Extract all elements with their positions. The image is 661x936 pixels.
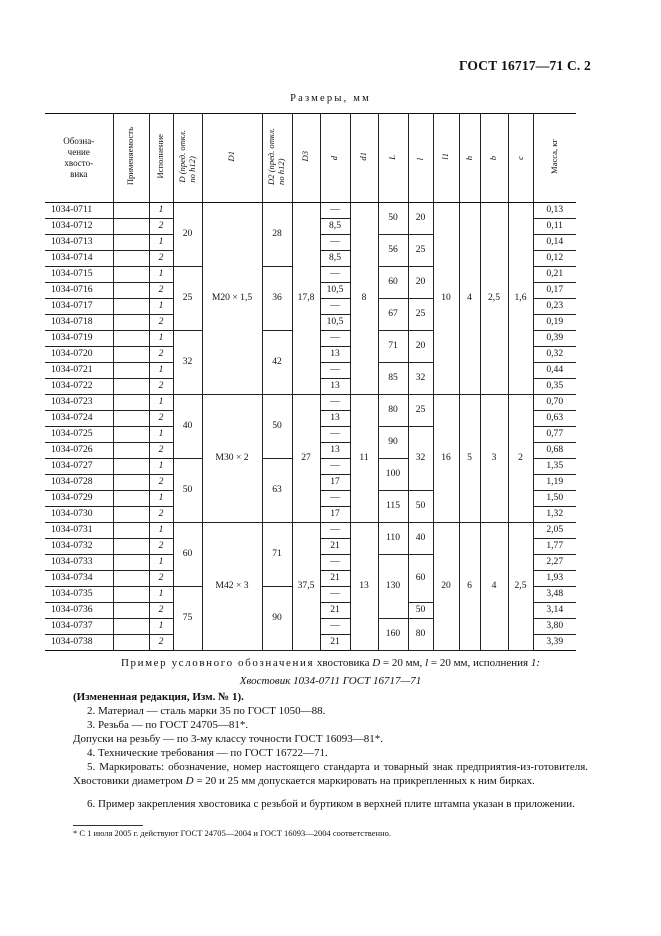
table-row: [45, 203, 576, 219]
cell-app: [113, 475, 149, 491]
cell-id: 1034-0712: [45, 219, 113, 235]
cell-D: 32: [173, 331, 202, 395]
cell-D: 60: [173, 523, 202, 587]
cell-app: [113, 379, 149, 395]
cell-mass: 3,39: [533, 635, 576, 651]
cell-isp: 2: [149, 347, 173, 363]
cell-l: 50: [408, 491, 433, 523]
cell-mass: 3,48: [533, 587, 576, 603]
cell-isp: 1: [149, 235, 173, 251]
cell-d: 21: [320, 603, 350, 619]
cell-app: [113, 267, 149, 283]
cell-d: 21: [320, 571, 350, 587]
cell-id: 1034-0732: [45, 539, 113, 555]
note-requirements: 4. Технические требования — по ГОСТ 16722—71.: [87, 747, 328, 759]
page-header: ГОСТ 16717—71 С. 2: [458, 58, 591, 73]
cell-h: 4: [459, 203, 480, 395]
cell-d: —: [320, 555, 350, 571]
cell-d: —: [320, 523, 350, 539]
cell-l: 25: [408, 235, 433, 267]
cell-isp: 2: [149, 219, 173, 235]
cell-isp: 2: [149, 539, 173, 555]
cell-d: 8,5: [320, 219, 350, 235]
cell-D2: 50: [262, 395, 292, 459]
cell-app: [113, 395, 149, 411]
amendment-note: (Измененная редакция, Изм. № 1).: [73, 691, 244, 703]
note-example-mount: 6. Пример закрепления хвостовика с резьбой и буртиком в верхней плите штампа указан в приложении.: [87, 798, 575, 810]
cell-mass: 0,32: [533, 347, 576, 363]
cell-d: —: [320, 459, 350, 475]
cell-mass: 0,13: [533, 203, 576, 219]
cell-l: 40: [408, 523, 433, 555]
cell-L: 130: [378, 555, 408, 619]
col-version: Исполнение: [149, 114, 173, 203]
col-d: d: [320, 114, 350, 203]
cell-isp: 1: [149, 587, 173, 603]
cell-app: [113, 331, 149, 347]
cell-L: 60: [378, 267, 408, 299]
cell-mass: 0,35: [533, 379, 576, 395]
cell-D1: M20 × 1,5: [202, 203, 262, 395]
cell-mass: 0,12: [533, 251, 576, 267]
cell-L: 115: [378, 491, 408, 523]
cell-app: [113, 587, 149, 603]
cell-isp: 2: [149, 571, 173, 587]
cell-mass: 3,80: [533, 619, 576, 635]
table-body: [45, 203, 576, 651]
cell-mass: 0,68: [533, 443, 576, 459]
cell-id: 1034-0731: [45, 523, 113, 539]
cell-L: 100: [378, 459, 408, 491]
cell-isp: 1: [149, 491, 173, 507]
cell-d: —: [320, 299, 350, 315]
cell-id: 1034-0738: [45, 635, 113, 651]
cell-l: 32: [408, 363, 433, 395]
cell-b: 3: [480, 395, 508, 523]
cell-L: 160: [378, 619, 408, 651]
cell-L: 90: [378, 427, 408, 459]
cell-id: 1034-0723: [45, 395, 113, 411]
cell-D2: 90: [262, 587, 292, 651]
cell-mass: 0,21: [533, 267, 576, 283]
cell-isp: 2: [149, 475, 173, 491]
cell-b: 4: [480, 523, 508, 651]
cell-id: 1034-0716: [45, 283, 113, 299]
cell-id: 1034-0734: [45, 571, 113, 587]
cell-L: 56: [378, 235, 408, 267]
cell-app: [113, 411, 149, 427]
cell-id: 1034-0730: [45, 507, 113, 523]
cell-l: 20: [408, 331, 433, 363]
cell-id: 1034-0711: [45, 203, 113, 219]
cell-id: 1034-0727: [45, 459, 113, 475]
cell-d: 13: [320, 411, 350, 427]
cell-isp: 1: [149, 427, 173, 443]
cell-h: 5: [459, 395, 480, 523]
example-designation: Хвостовик 1034-0711 ГОСТ 16717—71: [239, 675, 422, 687]
cell-app: [113, 427, 149, 443]
col-D: D (пред. откл. по h12): [173, 114, 202, 203]
cell-isp: 2: [149, 507, 173, 523]
example-line: Пример условного обозначения хвостовика D = 20 мм, l = 20 мм, исполнения 1:: [120, 657, 541, 669]
cell-D3: 37,5: [292, 523, 320, 651]
cell-isp: 2: [149, 379, 173, 395]
cell-app: [113, 363, 149, 379]
cell-id: 1034-0728: [45, 475, 113, 491]
cell-id: 1034-0715: [45, 267, 113, 283]
cell-D: 20: [173, 203, 202, 267]
cell-id: 1034-0736: [45, 603, 113, 619]
cell-mass: 0,14: [533, 235, 576, 251]
cell-app: [113, 523, 149, 539]
footnote-divider: [73, 825, 143, 826]
cell-d: 21: [320, 635, 350, 651]
cell-app: [113, 491, 149, 507]
cell-D3: 27: [292, 395, 320, 523]
col-mass: Масса, кг: [533, 114, 576, 203]
cell-app: [113, 635, 149, 651]
cell-mass: 1,19: [533, 475, 576, 491]
cell-app: [113, 283, 149, 299]
cell-app: [113, 619, 149, 635]
cell-l: 60: [408, 555, 433, 603]
col-c: c: [508, 114, 533, 203]
cell-L: 50: [378, 203, 408, 235]
cell-isp: 2: [149, 315, 173, 331]
cell-mass: 2,05: [533, 523, 576, 539]
cell-app: [113, 347, 149, 363]
cell-L: 67: [378, 299, 408, 331]
cell-L: 85: [378, 363, 408, 395]
cell-L: 110: [378, 523, 408, 555]
cell-isp: 1: [149, 299, 173, 315]
cell-D2: 36: [262, 267, 292, 331]
cell-d1: 11: [350, 395, 378, 523]
cell-isp: 1: [149, 619, 173, 635]
cell-l1: 20: [433, 523, 459, 651]
cell-d: 13: [320, 443, 350, 459]
cell-isp: 1: [149, 523, 173, 539]
cell-mass: 0,44: [533, 363, 576, 379]
cell-app: [113, 603, 149, 619]
cell-app: [113, 315, 149, 331]
cell-app: [113, 443, 149, 459]
cell-c: 2: [508, 395, 533, 523]
cell-mass: 1,35: [533, 459, 576, 475]
cell-d: —: [320, 203, 350, 219]
cell-isp: 2: [149, 443, 173, 459]
cell-mass: 0,11: [533, 219, 576, 235]
cell-mass: 2,27: [533, 555, 576, 571]
cell-d: 10,5: [320, 283, 350, 299]
cell-isp: 1: [149, 267, 173, 283]
cell-id: 1034-0719: [45, 331, 113, 347]
cell-d: —: [320, 491, 350, 507]
cell-isp: 1: [149, 331, 173, 347]
note-marking: 5. Маркировать: обозначение, номер настоящего стандарта и товарный знак предприятия-из-готовителя. Хвостовики диаметром D = 20 и 25 мм допускается маркировать на прикрепленных к ним бирках.: [73, 761, 588, 788]
cell-d: 21: [320, 539, 350, 555]
cell-d: —: [320, 267, 350, 283]
cell-isp: 1: [149, 363, 173, 379]
table-title: Размеры, мм: [290, 93, 371, 104]
cell-id: 1034-0724: [45, 411, 113, 427]
cell-d: 13: [320, 379, 350, 395]
cell-d: —: [320, 331, 350, 347]
cell-isp: 1: [149, 395, 173, 411]
cell-app: [113, 571, 149, 587]
cell-D3: 17,8: [292, 203, 320, 395]
col-D2: D2 (пред. откл. по h12): [262, 114, 292, 203]
cell-d: 17: [320, 475, 350, 491]
cell-d: —: [320, 427, 350, 443]
cell-b: 2,5: [480, 203, 508, 395]
cell-id: 1034-0729: [45, 491, 113, 507]
cell-isp: 1: [149, 555, 173, 571]
cell-id: 1034-0721: [45, 363, 113, 379]
cell-mass: 0,39: [533, 331, 576, 347]
col-L: L: [378, 114, 408, 203]
cell-app: [113, 459, 149, 475]
cell-d1: 13: [350, 523, 378, 651]
note-thread: 3. Резьба — по ГОСТ 24705—81*.: [87, 719, 249, 731]
cell-L: 80: [378, 395, 408, 427]
col-applicability: Применяемость: [113, 114, 149, 203]
cell-D2: 71: [262, 523, 292, 587]
cell-l: 80: [408, 619, 433, 651]
cell-app: [113, 235, 149, 251]
cell-mass: 3,14: [533, 603, 576, 619]
cell-D2: 28: [262, 203, 292, 267]
cell-l: 50: [408, 603, 433, 619]
cell-id: 1034-0713: [45, 235, 113, 251]
cell-isp: 2: [149, 635, 173, 651]
cell-app: [113, 539, 149, 555]
cell-app: [113, 219, 149, 235]
cell-mass: 0,63: [533, 411, 576, 427]
cell-D2: 42: [262, 331, 292, 395]
cell-D: 50: [173, 459, 202, 523]
cell-mass: 1,77: [533, 539, 576, 555]
col-d1: d1: [350, 114, 378, 203]
cell-app: [113, 555, 149, 571]
cell-id: 1034-0714: [45, 251, 113, 267]
table-row: [45, 523, 576, 539]
cell-mass: 0,70: [533, 395, 576, 411]
cell-isp: 1: [149, 203, 173, 219]
cell-D1: M42 × 3: [202, 523, 262, 651]
cell-d: —: [320, 619, 350, 635]
cell-d: —: [320, 235, 350, 251]
cell-L: 71: [378, 331, 408, 363]
cell-mass: 0,23: [533, 299, 576, 315]
col-b: b: [480, 114, 508, 203]
footnote: * С 1 июля 2005 г. действуют ГОСТ 24705—2004 и ГОСТ 16093—2004 соответственно.: [73, 828, 392, 838]
col-D3: D3: [292, 114, 320, 203]
cell-c: 2,5: [508, 523, 533, 651]
cell-l1: 10: [433, 203, 459, 395]
cell-id: 1034-0725: [45, 427, 113, 443]
cell-d: 17: [320, 507, 350, 523]
note-tolerance: Допуски на резьбу — по 3-му классу точности ГОСТ 16093—81*.: [73, 733, 384, 745]
cell-id: 1034-0717: [45, 299, 113, 315]
cell-isp: 2: [149, 411, 173, 427]
cell-app: [113, 299, 149, 315]
cell-d1: 8: [350, 203, 378, 395]
cell-mass: 1,32: [533, 507, 576, 523]
cell-id: 1034-0718: [45, 315, 113, 331]
col-D1: D1: [202, 114, 262, 203]
cell-isp: 2: [149, 251, 173, 267]
col-h: h: [459, 114, 480, 203]
cell-l: 20: [408, 203, 433, 235]
cell-d: —: [320, 363, 350, 379]
cell-d: 10,5: [320, 315, 350, 331]
cell-id: 1034-0720: [45, 347, 113, 363]
col-designation: Обозна- чение хвосто- вика: [45, 114, 113, 203]
cell-mass: 0,77: [533, 427, 576, 443]
cell-c: 1,6: [508, 203, 533, 395]
cell-l: 32: [408, 427, 433, 491]
dimensions-table: [45, 113, 576, 651]
cell-l: 25: [408, 395, 433, 427]
cell-D: 25: [173, 267, 202, 331]
cell-id: 1034-0733: [45, 555, 113, 571]
cell-d: 8,5: [320, 251, 350, 267]
cell-d: 13: [320, 347, 350, 363]
cell-l: 20: [408, 267, 433, 299]
cell-isp: 1: [149, 459, 173, 475]
cell-app: [113, 251, 149, 267]
cell-app: [113, 203, 149, 219]
col-l1: l1: [433, 114, 459, 203]
cell-id: 1034-0726: [45, 443, 113, 459]
cell-mass: 1,50: [533, 491, 576, 507]
cell-D: 75: [173, 587, 202, 651]
cell-mass: 0,17: [533, 283, 576, 299]
cell-D1: M30 × 2: [202, 395, 262, 523]
cell-d: —: [320, 587, 350, 603]
cell-mass: 1,93: [533, 571, 576, 587]
cell-isp: 2: [149, 283, 173, 299]
cell-app: [113, 507, 149, 523]
note-material: 2. Материал — сталь марки 35 по ГОСТ 1050—88.: [87, 705, 326, 717]
cell-l: 25: [408, 299, 433, 331]
cell-D: 40: [173, 395, 202, 459]
cell-h: 6: [459, 523, 480, 651]
cell-id: 1034-0722: [45, 379, 113, 395]
cell-mass: 0,19: [533, 315, 576, 331]
cell-D2: 63: [262, 459, 292, 523]
cell-l1: 16: [433, 395, 459, 523]
cell-d: —: [320, 395, 350, 411]
table-row: [45, 395, 576, 411]
col-l: l: [408, 114, 433, 203]
cell-id: 1034-0737: [45, 619, 113, 635]
cell-id: 1034-0735: [45, 587, 113, 603]
cell-isp: 2: [149, 603, 173, 619]
